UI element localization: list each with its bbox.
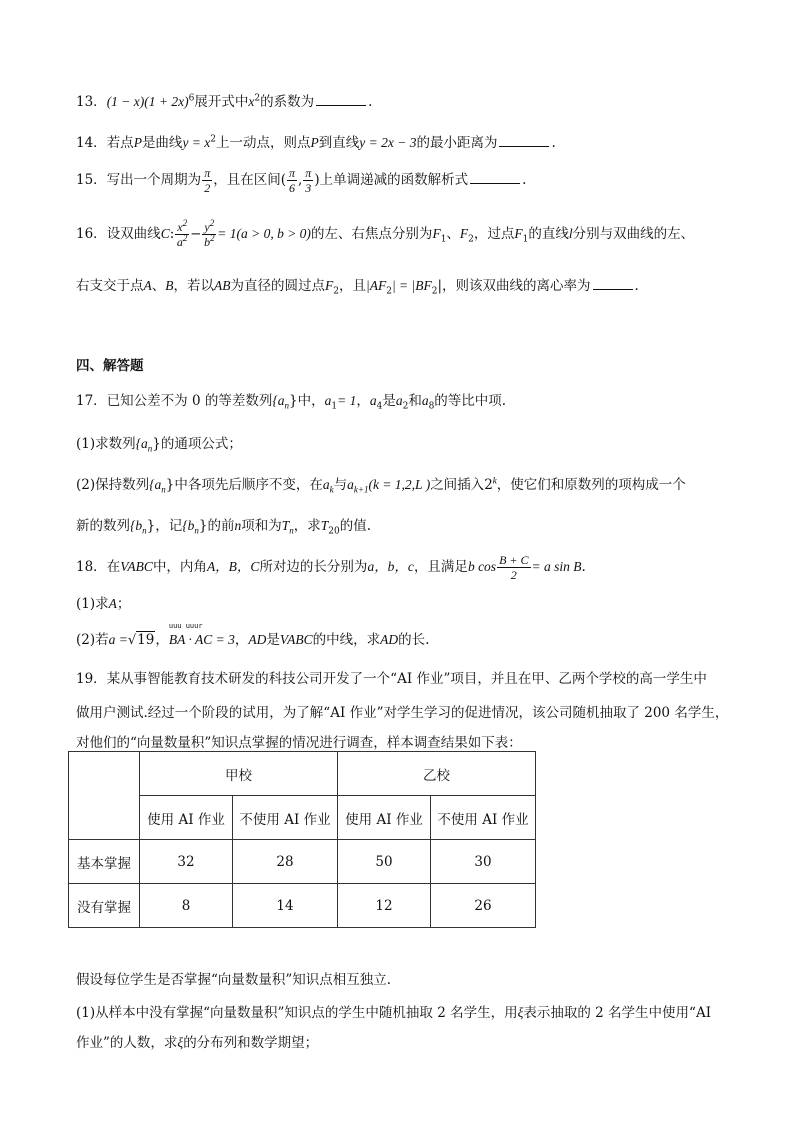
question-14: 14．若点P是曲线$y = x^2$上一动点，则点P到直线y = 2x − 3的最小距离为 . — [76, 134, 556, 151]
table-cell: 50 — [338, 840, 431, 884]
question-17: 17．已知公差不为 0 的等差数列$\{a_n\}$中，$a_1= 1$，$a_4$是$a_2$和$a_8$的等比中项. — [76, 393, 507, 412]
table-cell: 32 — [140, 840, 233, 884]
table-cell: 26 — [431, 884, 536, 928]
question-17-part-1: (1)求数列$\{a_n\}$的通项公式； — [76, 436, 242, 454]
fraction: $\frac{\pi}{6}$ — [288, 166, 295, 195]
question-19-part-1-line-2: 作业”的人数，求ξ的分布列和数学期望； — [76, 1035, 319, 1051]
fraction: $\frac{x^2}{a^2}$ — [176, 218, 188, 249]
table-col-header: 不使用 AI 作业 — [431, 796, 536, 840]
table-subheader-row — [69, 796, 536, 840]
table-cell: 8 — [140, 884, 233, 928]
question-19-part-1: (1)从样本中没有掌握“向量数量积”知识点的学生中随机抽取 2 名学生，用ξ表示抽取的 2 名学生中使用“AI — [76, 1005, 712, 1021]
question-18-part-2: (2)若a =√19， uuu uuur BA · AC = 3，AD是VABC的中线，求AD的长. — [76, 622, 430, 648]
table-header-school-b: 乙校 — [338, 752, 536, 796]
question-16: 16．设双曲线C: $\frac{x^2}{a^2}$ − $\frac{y^2}{b^2}$ = 1(a > 0, b > 0)的左、右焦点分别为$F_1$、$F_2$，过点$F_1$的直线l分别与双曲线的左、 — [76, 218, 695, 249]
table-cell: 30 — [431, 840, 536, 884]
question-19-assumption: 假设每位学生是否掌握“向量数量积”知识点相互独立. — [76, 972, 392, 988]
table-cell: 14 — [233, 884, 338, 928]
answer-blank — [593, 277, 633, 290]
table-cell: 12 — [338, 884, 431, 928]
section-heading: 四、解答题 — [76, 358, 144, 374]
survey-table — [68, 751, 536, 928]
vector-expression: uuu uuur BA · AC = 3 — [168, 622, 235, 647]
table-cell: 28 — [233, 840, 338, 884]
table-row-label: 没有掌握 — [69, 884, 140, 928]
question-19-line-2: 做用户测试.经过一个阶段的试用，为了解“AI 作业”对学生学习的促进情况，该公司随机抽取了 200 名学生， — [76, 705, 729, 721]
answer-blank — [470, 171, 520, 184]
answer-blank — [316, 93, 366, 106]
question-16-line-2: 右支交于点A、B，若以AB为直径的圆过点$F_2$，且$|AF_2| = |BF_2|$，则该双曲线的离心率为 . — [76, 278, 639, 297]
question-19: 19．某从事智能教育技术研发的科技公司开发了一个“AI 作业”项目，并且在甲、乙两个学校的高一学生中 — [76, 671, 707, 687]
table-header-row — [69, 752, 536, 796]
question-13: 13．$(1 - x)(1 + 2x)^6$展开式中$x^2$的系数为 . — [76, 93, 373, 110]
question-18: 18．在VABC中，内角A，B，C所对边的长分别为a，b，c，且满足b cos $\frac{B + C}{2}$ = a sin B. — [76, 553, 586, 582]
question-18-part-1: (1)求A； — [76, 596, 131, 612]
question-17-part-2: (2)保持数列$\{a_n\}$中各项先后顺序不变，在$a_k$与$a_{k+1}(k = 1,2,L$ )之间插入2$^k$，使它们和原数列的项构成一个 — [76, 475, 686, 495]
answer-blank — [499, 134, 549, 147]
table-corner — [69, 752, 140, 840]
fraction: $\frac{\pi}{2}$ — [204, 166, 211, 195]
fraction: $\frac{y^2}{b^2}$ — [204, 218, 215, 249]
table-row-label: 基本掌握 — [69, 840, 140, 884]
question-17-part-2-line-2: 新的数列$\{b_n\}$，记$\{b_n\}$的前n项和为$T_n$，求$T_{20}$的值. — [76, 518, 372, 537]
table-col-header: 使用 AI 作业 — [140, 796, 233, 840]
fraction: $\frac{\pi}{3}$ — [305, 166, 312, 195]
table-col-header: 不使用 AI 作业 — [233, 796, 338, 840]
question-19-line-3: 对他们的“向量数量积”知识点掌握的情况进行调查，样本调查结果如下表： — [76, 735, 522, 751]
question-15: 15．写出一个周期为 $\frac{\pi}{2}$ ，且在区间( $\frac{\pi}{6}$ , $\frac{\pi}{3}$ )上单调递减的函数解析式 . — [76, 166, 527, 195]
table-row — [69, 884, 536, 928]
table-header-school-a: 甲校 — [140, 752, 338, 796]
table-row — [69, 840, 536, 884]
table-col-header: 使用 AI 作业 — [338, 796, 431, 840]
fraction: $\frac{B + C}{2}$ — [499, 553, 529, 582]
